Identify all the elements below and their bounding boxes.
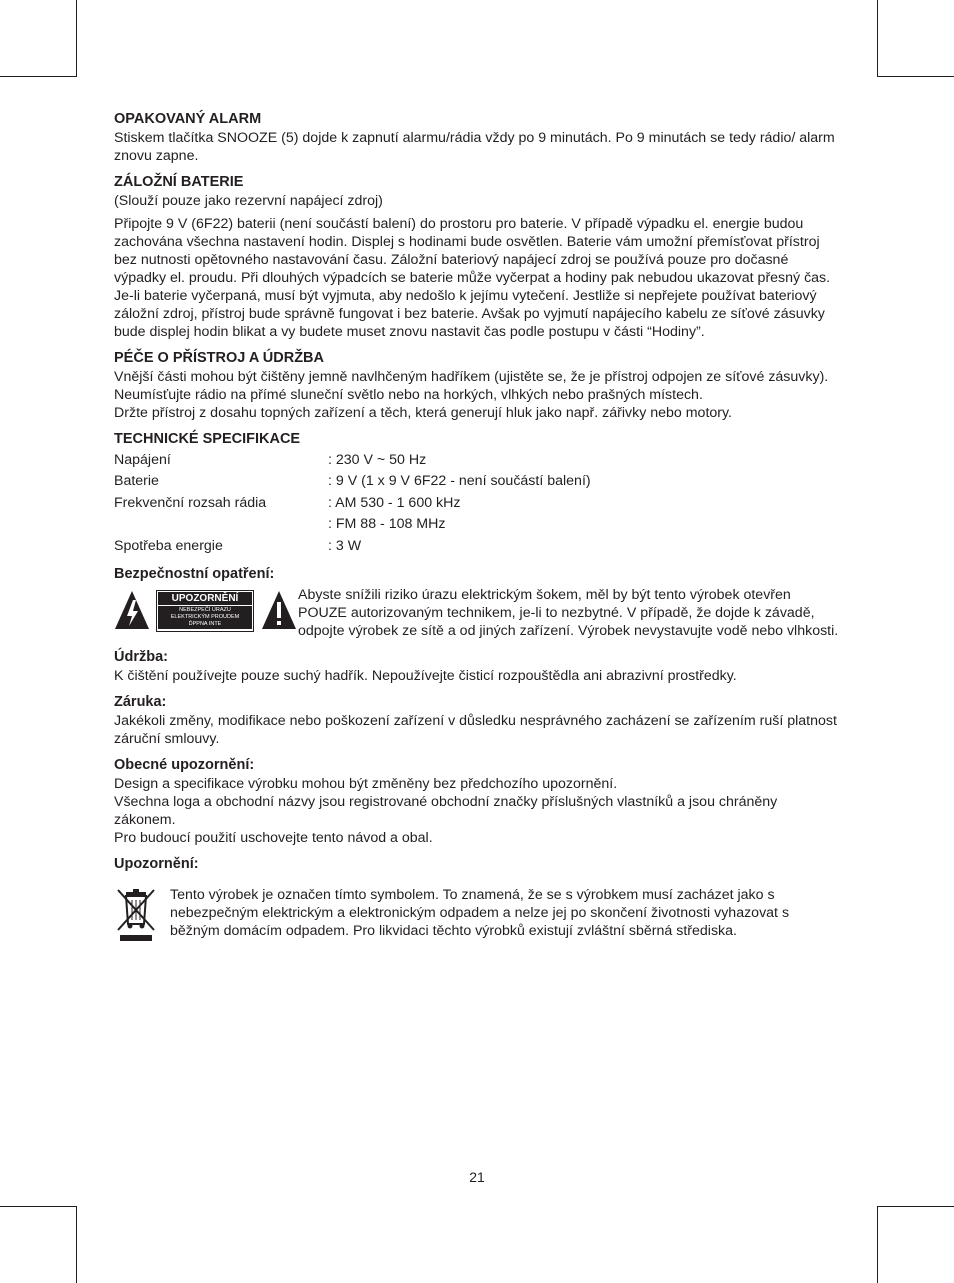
weee-block — [114, 886, 840, 947]
section-bezpecnost — [114, 565, 840, 640]
section-line: Design a specifikace výrobku mohou být změněny bez předchozího upozornění. — [114, 775, 618, 792]
exclamation-warning-icon — [261, 590, 297, 630]
section-opakovany-alarm — [114, 110, 840, 165]
warning-label-sub — [158, 606, 252, 629]
section-title: Záruka: — [114, 693, 167, 710]
spec-value: : 9 V (1 x 9 V 6F22 - není součástí balení) — [328, 473, 591, 490]
warning-block — [114, 586, 840, 640]
section-upozorneni — [114, 855, 840, 947]
section-title: PÉČE O PŘÍSTROJ A ÚDRŽBA — [114, 350, 325, 366]
section-udrzba — [114, 648, 840, 685]
spec-row — [114, 492, 840, 514]
crop-mark — [877, 76, 954, 77]
crop-mark — [877, 1206, 954, 1207]
weee-text: Tento výrobek je označen tímto symbolem. To znamená, že se s výrobkem musí zacházet jako s nebezpečným elektrickým a elektronickým odpadem a nelze jej po skončení životnosti vyhazovat s běžným domácím odpadem. Pro likvidaci těchto výrobků existují zvláštní sběrná střediska. — [170, 886, 790, 939]
section-subtitle: (Slouží pouze jako rezervní napájecí zdroj) — [114, 193, 383, 209]
section-text: Jakékoli změny, modifikace nebo poškození zařízení v důsledku nesprávného zacházení se zařízením ruší platnost záruční smlouvy. — [114, 712, 837, 747]
section-title: Bezpečnostní opatření: — [114, 565, 275, 582]
weee-bin-icon — [114, 886, 170, 947]
spec-value: : AM 530 - 1 600 kHz — [328, 494, 461, 511]
section-zalozni-baterie — [114, 173, 840, 341]
section-line: Pro budoucí použití uschovejte tento návod a obal. — [114, 829, 433, 846]
spec-label: Frekvenční rozsah rádia — [114, 494, 267, 511]
spec-row — [114, 535, 840, 557]
crop-mark — [0, 1206, 77, 1207]
spec-label: Baterie — [114, 473, 159, 490]
warning-label-line: ELEKTRICKÝM PROUDEM — [170, 613, 240, 620]
section-line: Vnější části mohou být čištěny jemně navlhčeným hadříkem (ujistěte se, že je přístroj odpojen ze síťové zásuvky). — [114, 369, 829, 385]
section-pece — [114, 349, 840, 422]
section-title: Údržba: — [114, 648, 168, 665]
spec-value: : 3 W — [328, 537, 362, 554]
spec-value: : 230 V ~ 50 Hz — [328, 451, 427, 468]
section-text: K čištění používejte pouze suchý hadřík. Nepoužívejte čisticí rozpouštědla ani abrazivní prostředky. — [114, 667, 737, 684]
section-obecne — [114, 756, 840, 847]
section-text: Připojte 9 V (6F22) baterii (není součástí balení) do prostoru pro baterie. V případě výpadku el. energie budou zachována všechna nastavení hodin. Displej s hodinami bude osvětlen. Baterie vám umožní přemísťovat přístroj bez nutnosti opětovného nastavování času. Záložní bateriový napájecí zdroj se používá pouze pro dočasné výpadky el. proudu. Při dlouhých výpadcích se baterie může vyčerpat a hodiny pak nebudou ukazovat přesný čas. Je-li baterie vyčerpaná, musí být vyjmuta, aby nedošlo k jejímu vytečení. Jestliže si nepřejete používat bateriový záložní zdroj, přístroj bude správně fungovat i bez baterie. Avšak po vyjmutí napájecího kabelu ze síťové zásuvky bude displej hodin blikat a vy budete muset znovu nastavit čas podle postupu v části “Hodiny”. — [114, 216, 831, 340]
spec-row — [114, 449, 840, 471]
warning-label — [156, 590, 254, 632]
section-zaruka — [114, 693, 840, 748]
spec-label: Napájení — [114, 451, 171, 468]
crop-mark — [877, 1206, 878, 1283]
spec-label: Spotřeba energie — [114, 537, 223, 554]
section-line: Držte přístroj z dosahu topných zařízení a těch, která generují hluk jako např. zářivky nebo motory. — [114, 405, 732, 421]
section-line: Neumísťujte rádio na přímé sluneční světlo nebo na horkých, vlhkých nebo prašných místech. — [114, 387, 703, 403]
crop-mark — [76, 1206, 77, 1283]
page-content — [114, 110, 840, 955]
spec-value: : FM 88 - 108 MHz — [328, 516, 446, 533]
page-number: 21 — [469, 1169, 485, 1185]
spec-row — [114, 514, 840, 536]
warning-label-line: ĎPPNA INTE — [188, 620, 222, 627]
section-title: Upozornění: — [114, 855, 199, 872]
crop-mark — [76, 0, 77, 76]
warning-label-title: UPOZORNĚNÍ — [158, 592, 252, 605]
section-title: Obecné upozornění: — [114, 756, 255, 773]
section-line: Všechna loga a obchodní názvy jsou registrované obchodní značky příslušných vlastníků a jsou chráněny zákonem. — [114, 793, 778, 828]
spec-row — [114, 471, 840, 493]
section-title: TECHNICKÉ SPECIFIKACE — [114, 431, 301, 447]
warning-icons — [114, 586, 298, 640]
section-spec — [114, 430, 840, 557]
crop-mark — [877, 0, 878, 76]
section-title: OPAKOVANÝ ALARM — [114, 111, 262, 127]
warning-label-line: NEBEZPEČÍ ÚRAZU — [179, 606, 231, 613]
lightning-warning-icon — [114, 590, 150, 630]
warning-text: Abyste snížili riziko úrazu elektrickým šokem, měl by být tento výrobek otevřen POUZE autorizovaným technikem, je-li to nezbytné. V případě, že dojde k závadě, odpojte výrobek ze sítě a od jiných zařízení. Výrobek nevystavujte vodě nebo vlhkosti. — [298, 586, 839, 639]
section-text: Stiskem tlačítka SNOOZE (5) dojde k zapnutí alarmu/rádia vždy po 9 minutách. Po 9 minutách se tedy rádio/ alarm znovu zapne. — [114, 130, 835, 164]
section-title: ZÁLOŽNÍ BATERIE — [114, 174, 244, 190]
crop-mark — [0, 76, 77, 77]
